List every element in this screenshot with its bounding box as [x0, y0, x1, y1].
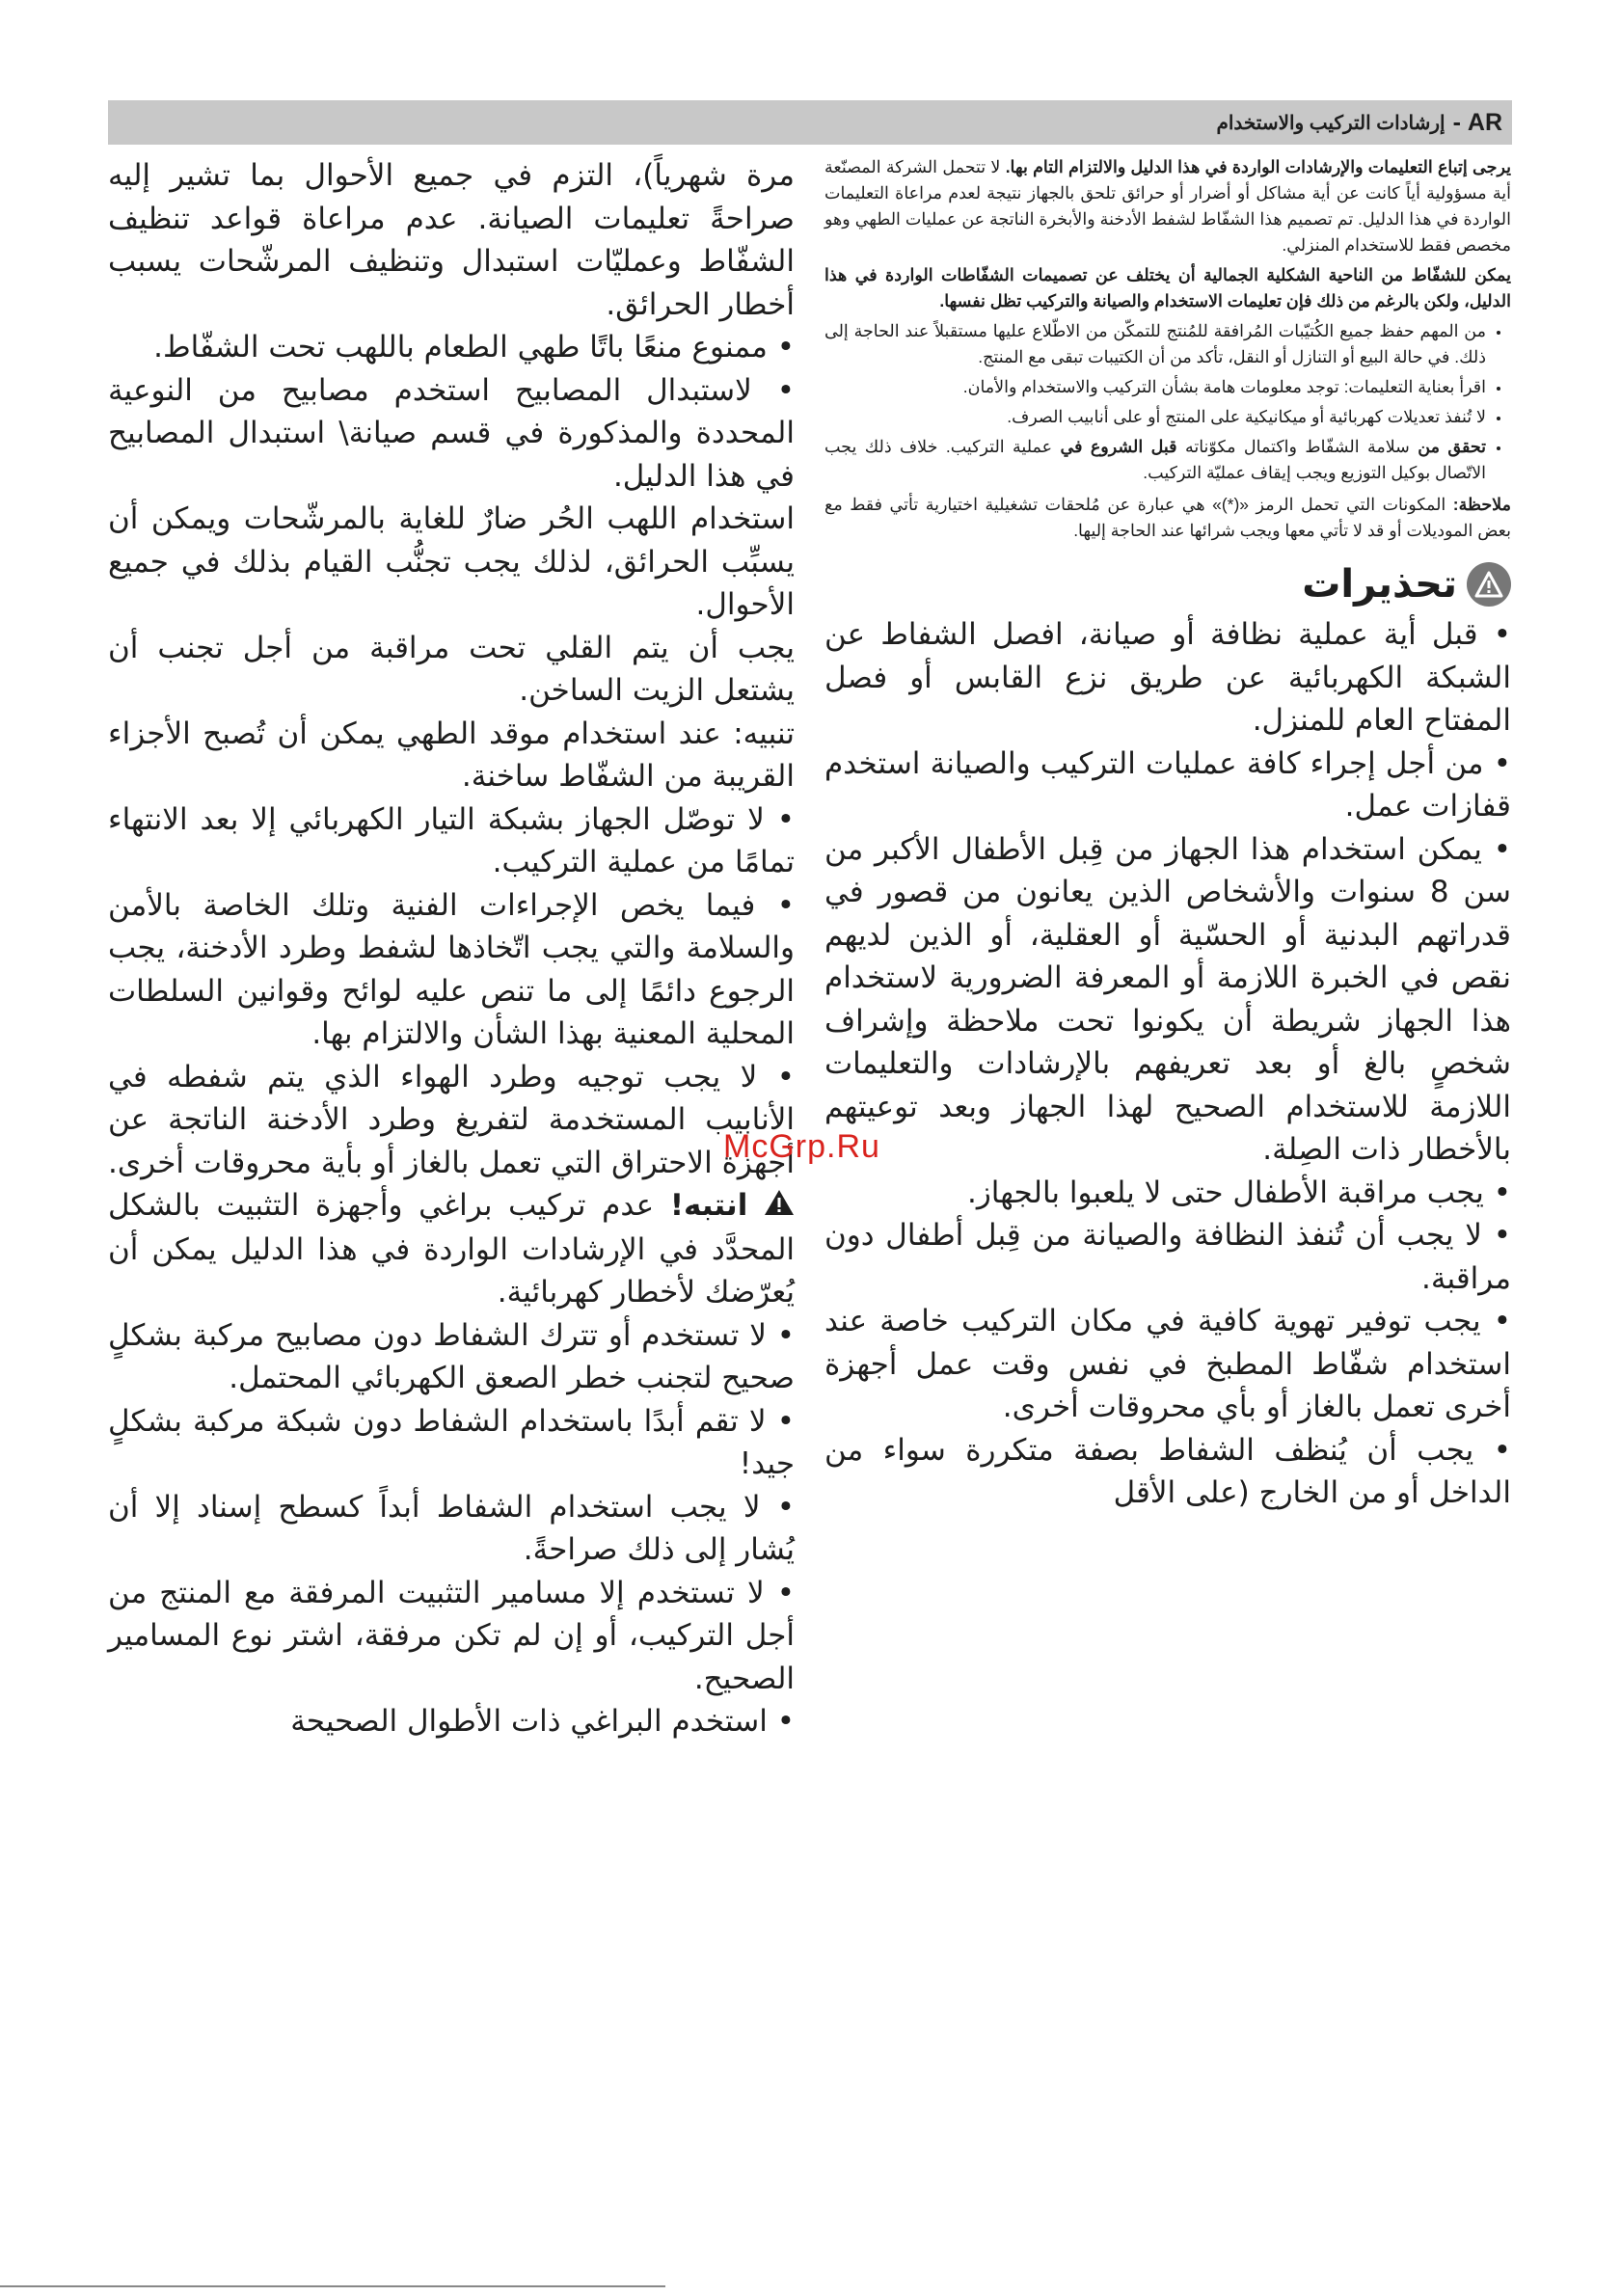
note-label: ملاحظة:	[1452, 495, 1511, 514]
paragraph: استخدام اللهب الحُر ضارٌ للغاية بالمرشّحات ويمكن أن يسبِّب الحرائق، لذلك يجب تجنُّب القيام بذلك في جميع الأحوال.	[108, 501, 795, 622]
watermark: McGrp.Ru	[723, 1128, 880, 1165]
paragraph: • ممنوع منعًا باتًا طهي الطعام باللهب تحت الشفّاط.	[153, 330, 795, 365]
list-item: • اقرأ بعناية التعليمات: توجد معلومات هامة بشأن التركيب والاستخدام والأمان.	[824, 374, 1486, 400]
paragraph: يجب أن يتم القلي تحت مراقبة من أجل تجنب أن يشتعل الزيت الساخن.	[108, 630, 795, 708]
warnings-title: تحذيرات	[1302, 562, 1457, 607]
warning-item: • يجب أن يُنظف الشفاط بصفة متكررة سواء من الداخل أو من الخارج (على الأقل	[824, 1432, 1511, 1510]
warning-item: • لا يجب أن تُنفذ النظافة والصيانة من قِبل أطفال دون مراقبة.	[824, 1218, 1511, 1296]
section-title: إرشادات التركيب والاستخدام	[1216, 112, 1445, 134]
warning-icon	[1467, 562, 1511, 607]
design-note-bold: يمكن للشفّاط من الناحية الشكلية الجمالية أن يختلف عن تصميمات الشفّاطات الواردة في هذا الدليل، ولكن بالرغم من ذلك فإن تعليمات الاستخدام والصيانة والتركيب تظل نفسها.	[824, 265, 1511, 311]
section-header	[108, 100, 1512, 145]
warnings-heading	[824, 557, 1511, 611]
paragraph: مرة شهرياً)، التزم في جميع الأحوال بما تشير إليه صراحةً تعليمات الصيانة. عدم مراعاة قواعد تنظيف الشفّاط وعمليّات استبدال وتنظيف المرشّحات يسبب أخطار الحرائق.	[108, 158, 795, 322]
intro-paragraph	[824, 154, 1511, 258]
paragraph: • لا تقم أبدًا باستخدام الشفاط دون شبكة مركبة بشكلٍ جيد!	[108, 1403, 795, 1482]
warning-item: • من أجل إجراء كافة عمليات التركيب والصيانة استخدم قفازات عمل.	[824, 745, 1511, 824]
list-item: • لا تُنفذ تعديلات كهربائية أو ميكانيكية على المنتج أو على أنابيب الصرف.	[824, 404, 1486, 430]
intro-bold: يرجى إتباع التعليمات والإرشادات الواردة في هذا الدليل والالتزام التام بها.	[1005, 157, 1511, 176]
note-paragraph	[824, 492, 1511, 544]
right-column	[824, 154, 1511, 1515]
paragraph: • لا تستخدم إلا مسامير التثبيت المرفقة مع المنتج من أجل التركيب، أو إن لم تكن مرفقة، اشتر نوع المسامير الصحيح.	[108, 1575, 795, 1696]
paragraph: • لا يجب توجيه وطرد الهواء الذي يتم شفطه في الأنابيب المستخدمة لتفريغ وطرد الأدخنة الناتجة عن أجهزة الاحتراق التي تعمل بالغاز أو بأية محروقات أخرى.	[108, 1059, 795, 1180]
bullet-list	[824, 318, 1511, 486]
paragraph: • لا يجب استخدام الشفاط أبداً كسطح إسناد إلا أن يُشار إلى ذلك صراحةً.	[108, 1489, 795, 1568]
warning-item: • يجب مراقبة الأطفال حتى لا يلعبوا بالجهاز.	[966, 1175, 1511, 1210]
note-text: المكونات التي تحمل الرمز «(*)» هي عبارة عن مُلحقات تشغيلية اختيارية تأتي فقط مع بعض الموديلات أو قد لا تأتي معها ويجب شرائها عند الحاجة إليها.	[824, 495, 1511, 540]
warning-item: • يمكن استخدام هذا الجهاز من قِبل الأطفال الأكبر من سن 8 سنوات والأشخاص الذين يعانون من قصور في قدراتهم البدنية أو الحسّية أو العقلية، أو الذين لديهم نقص في الخبرة اللازمة أو المعرفة الضرورية لاستخدام هذا الجهاز شريطة أن يكونوا تحت ملاحظة وإشراف شخصٍ بالغ أو بعد تعريفهم بالإرشادات والتعليمات اللازمة للاستخدام الصحيح لهذا الجهاز وبعد توعيتهم بالأخطار ذات الصِلة.	[824, 831, 1511, 1167]
caution-text: عدم تركيب براغي وأجهزة التثبيت بالشكل المحدَّد في الإرشادات الواردة في هذا الدليل يمكن أن يُعرّضك لأخطار كهربائية.	[108, 1188, 795, 1310]
paragraph: • لاستبدال المصابيح استخدم مصابيح من النوعية المحددة والمذكورة في قسم صيانة\ استبدال المصابيح في هذا الدليل.	[108, 372, 795, 494]
paragraph: • لا توصّل الجهاز بشبكة التيار الكهربائي إلا بعد الانتهاء تمامًا من عملية التركيب.	[108, 801, 795, 879]
caution-paragraph	[108, 1184, 795, 1314]
caution-icon	[764, 1185, 795, 1229]
caution-label: انتبه!	[669, 1188, 748, 1223]
design-note	[824, 262, 1511, 314]
list-item	[824, 434, 1486, 486]
paragraph: • فيما يخص الإجراءات الفنية وتلك الخاصة بالأمن والسلامة والتي يجب اتّخاذها لشفط وطرد الأدخنة، يجب الرجوع دائمًا إلى ما تنص عليه لوائح وقوانين السلطات المحلية المعنية بهذا الشأن والالتزام بها.	[108, 887, 795, 1051]
check-bold-2: قبل الشروع في	[1060, 437, 1177, 456]
footer-divider	[0, 2285, 665, 2287]
left-column	[108, 154, 795, 1743]
warning-item: • قبل أية عملية نظافة أو صيانة، افصل الشفاط عن الشبكة الكهربائية عن طريق نزع القابس أو فصل المفتاح العام للمنزل.	[824, 617, 1511, 738]
language-code: AR -	[1452, 108, 1502, 136]
warnings-list	[824, 613, 1511, 1515]
list-item: • من المهم حفظ جميع الكُتيّبات المُرافقة للمُنتج للتمكّن من الاطّلاع عليها مستقبلاً عند الحاجة إلى ذلك. في حالة البيع أو التنازل أو النقل، تأكد من أن الكتيبات تبقى مع المنتج.	[824, 318, 1486, 370]
check-text-2: عملية التركيب. خلاف ذلك يجب الاتّصال بوكيل التوزيع ويجب إيقاف عمليّة التركيب.	[824, 437, 1486, 482]
warning-item: • يجب توفير تهوية كافية في مكان التركيب خاصة عند استخدام شفّاط المطبخ في نفس وقت عمل أجهزة أخرى تعمل بالغاز أو بأي محروقات أخرى.	[824, 1304, 1511, 1424]
paragraph: • لا تستخدم أو تترك الشفاط دون مصابيح مركبة بشكلٍ صحيح لتجنب خطر الصعق الكهربائي المحتمل.	[108, 1317, 795, 1396]
paragraph: • استخدم البراغي ذات الأطوال الصحيحة	[290, 1704, 795, 1740]
check-text-1: سلامة الشفّاط واكتمال مكوّناته	[1184, 437, 1410, 456]
paragraph: تنبيه: عند استخدام موقد الطهي يمكن أن تُصبح الأجزاء القريبة من الشفّاط ساخنة.	[108, 716, 795, 794]
intro-text: لا تتحمل الشركة المصنّعة أية مسؤولية أياً كانت عن أية مشاكل أو أضرار أو حرائق تلحق بالجهاز نتيجة لعدم مراعاة التعليمات الواردة في هذا الدليل. تم تصميم هذا الشفّاط لشفط الأدخنة والأبخرة الناتجة عن عمليات الطهي وهو مخصص فقط للاستخدام المنزلي.	[824, 157, 1511, 255]
check-bold-1: تحقق من	[1418, 437, 1486, 456]
